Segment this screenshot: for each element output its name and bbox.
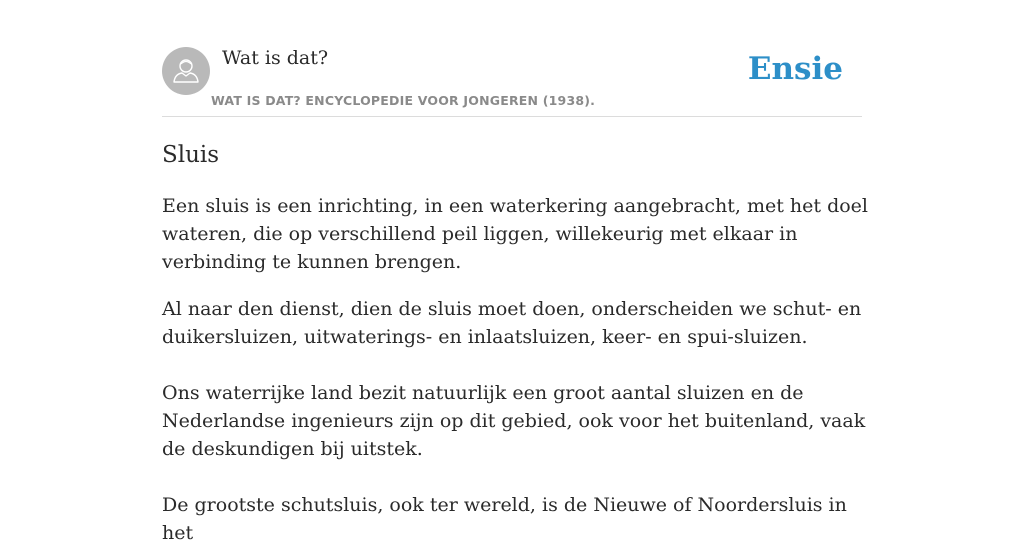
- article-paragraph: De grootste schutsluis, ook ter wereld, is de Nieuwe of Noordersluis in het: [162, 494, 847, 544]
- article-paragraph: Een sluis is een inrichting, in een waterkering aangebracht, met het doel wateren, die op verschillend peil liggen, willekeurig met elkaar in verbinding te kunnen brengen.: [162, 195, 868, 273]
- source-header: [162, 0, 862, 117]
- article-title: Sluis: [162, 142, 220, 168]
- article-body: [162, 192, 872, 547]
- book-subtitle[interactable]: WAT IS DAT? ENCYCLOPEDIE VOOR JONGEREN (1938).: [211, 93, 596, 108]
- ensie-logo[interactable]: Ensie: [747, 51, 843, 87]
- article-paragraph: Ons waterrijke land bezit natuurlijk een groot aantal sluizen en de Nederlandse ingenieurs zijn op dit gebied, ook voor het buitenland, vaak de deskundigen bij uitstek.: [162, 382, 866, 460]
- book-title[interactable]: Wat is dat?: [222, 47, 329, 69]
- page-container: [162, 0, 868, 544]
- article-paragraph: Al naar den dienst, dien de sluis moet doen, onderscheiden we schut- en duikersluizen, uitwaterings- en inlaatsluizen, keer- en spui-sluizen.: [162, 298, 862, 348]
- avatar[interactable]: [162, 47, 210, 95]
- user-silhouette-icon: [162, 47, 210, 95]
